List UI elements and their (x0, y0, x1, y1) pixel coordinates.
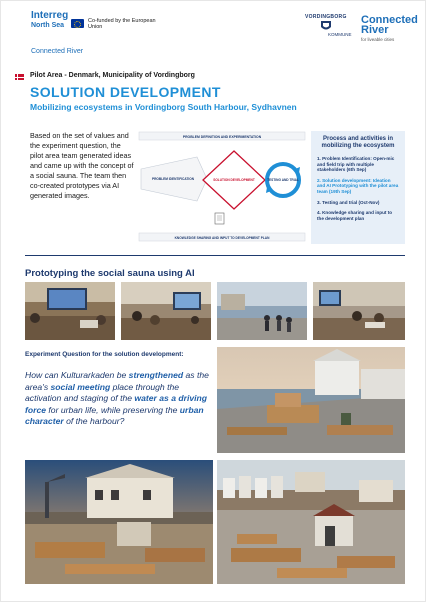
diagram-bottom-bar-label: KNOWLEDGE SHARING AND INPUT TO DEVELOPMENT PLAN (174, 236, 270, 240)
diagram-top-bar-label: PROBLEM DEFINITION AND EXPERIMENTATION (182, 135, 262, 139)
process-item: 2. Solution development: Ideation and AI Prototyping with the pilot area team (19th Sep) (317, 177, 399, 194)
vordingborg-label: VORDINGBORG (305, 14, 347, 20)
vordingborg-crest-icon (319, 19, 333, 33)
prototyping-title: Prototyping the social sauna using AI (25, 268, 195, 279)
connected-river-logo: Connected River (361, 14, 418, 36)
workshop-photo-2 (121, 282, 211, 340)
question-text: place through the activation and staging of the (25, 381, 180, 404)
experiment-question-label: Experiment Question for the solution development: (25, 351, 184, 358)
diagram-solution-label: SOLUTION DEVELOPMENT (213, 178, 255, 182)
process-item: 3. Testing and trial (Oct-Nov) (317, 199, 380, 205)
workshop-photo-3 (313, 282, 405, 340)
process-item: 1. Problem Identification: Open-mic and field trip with multiple stakeholders (6th Sep) (317, 156, 395, 173)
header (1, 1, 426, 59)
section-divider (25, 255, 405, 256)
diagram-testing-label: TESTING AND TRIAL (267, 178, 299, 182)
interreg-logo: Interreg (31, 10, 69, 21)
process-diagram (137, 129, 307, 245)
denmark-flag-icon (15, 74, 24, 80)
diagram-problem-label: PROBLEM IDENTIFICATION (151, 177, 195, 181)
process-box (311, 131, 405, 244)
ai-sauna-render-3 (217, 460, 405, 584)
process-item: 4. Knowledge sharing and input to the development plan (317, 210, 393, 221)
eu-flag-icon (71, 19, 84, 28)
harbour-walk-photo (217, 282, 307, 340)
connected-river-tagline: for liveable cities (361, 37, 395, 42)
question-text: as the area's (25, 370, 209, 392)
kommune-label: KOMMUNE (328, 32, 352, 37)
page-title: SOLUTION DEVELOPMENT (30, 84, 221, 100)
question-emphasis: strengthened (128, 370, 184, 380)
pilot-area-label: Pilot Area - Denmark, Municipality of Vordingborg (30, 72, 195, 79)
process-title: Process and activities in mobilizing the ecosystem (321, 136, 395, 149)
question-text: for urban life, while preserving the (46, 404, 180, 415)
question-emphasis: water as a driving force (25, 393, 208, 415)
connected-river-small-label: Connected River (31, 48, 84, 55)
question-emphasis: social meeting (50, 381, 111, 392)
question-text: of the harbour? (63, 416, 125, 427)
ai-sauna-render-2 (25, 460, 213, 584)
question-text: How can Kulturarkaden be (25, 370, 129, 380)
intro-paragraph: Based on the set of values and the experiment question, the pilot area team generated ideas and came up with the concept of a social sauna. The team then co-created prototypes via AI generated images. (30, 131, 134, 200)
ai-sauna-render-1 (217, 347, 405, 453)
eu-cofunded-text: Co-funded by the European Union (88, 18, 156, 30)
page-subtitle: Mobilizing ecosystems in Vordingborg South Harbour, Sydhavnen (30, 102, 297, 112)
experiment-question (25, 370, 213, 428)
workshop-photo-1 (25, 282, 115, 340)
question-emphasis: urban character (25, 404, 204, 427)
north-sea-label: North Sea (31, 22, 65, 29)
